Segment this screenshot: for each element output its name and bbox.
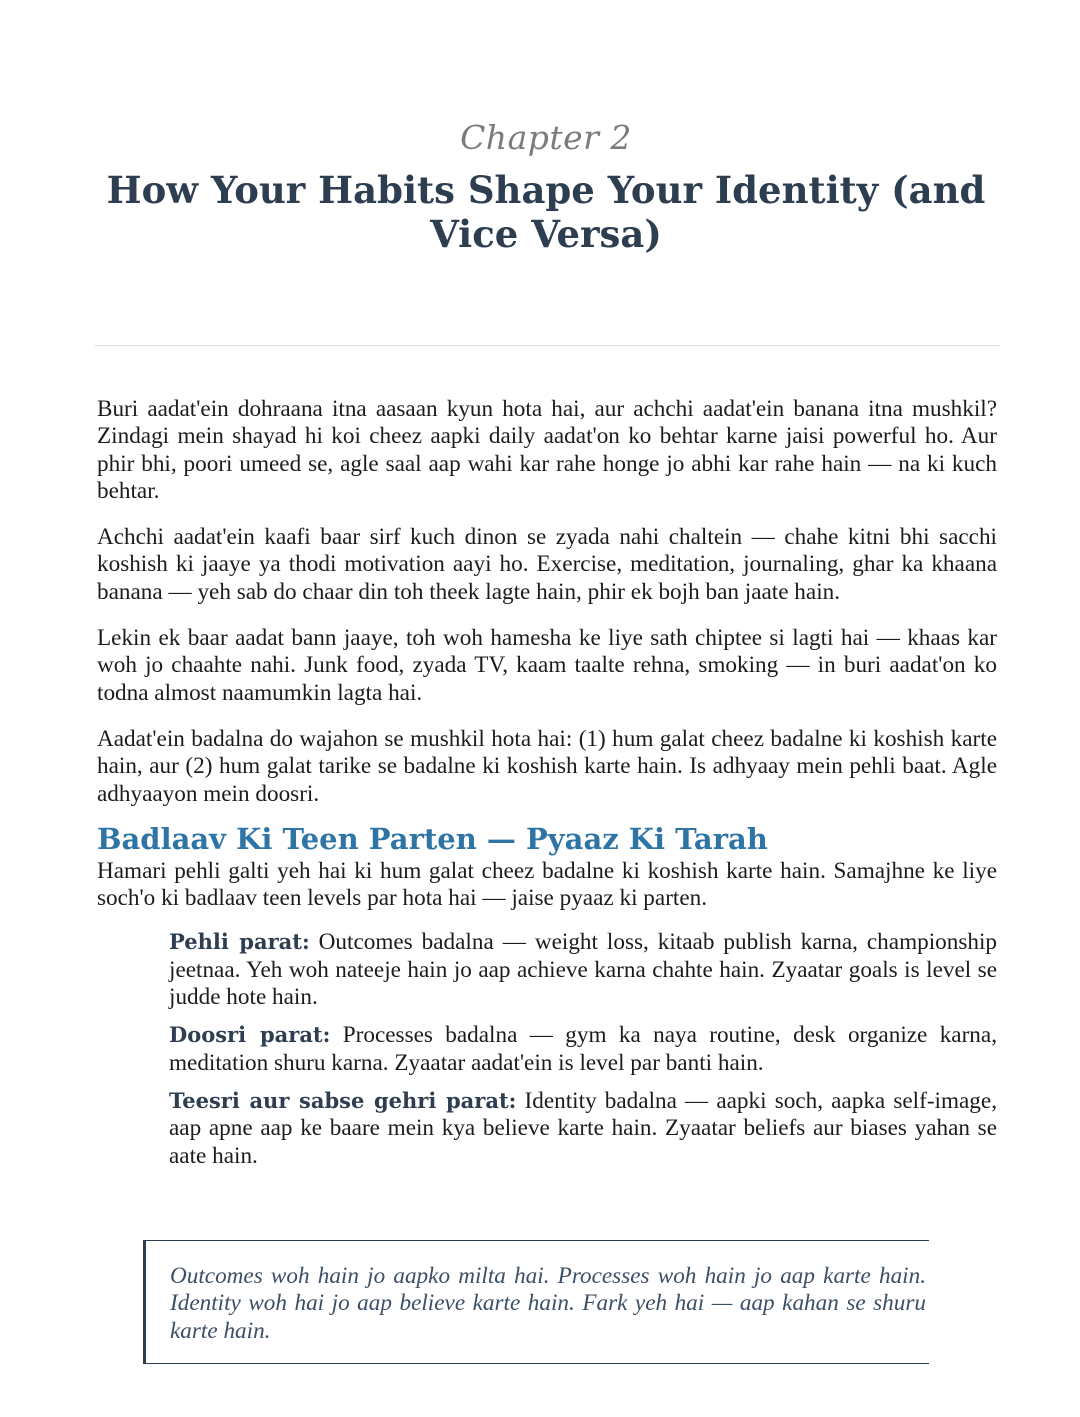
layer-name-1: Pehli parat: [169, 929, 310, 955]
pull-quote [143, 1240, 929, 1364]
pull-quote-text: Outcomes woh hain jo aapko milta hai. Processes woh hain jo aap karte hain. Identity woh hai jo aap believe karte hain. Fark yeh hai — aap kahan se shuru karte hain. [170, 1263, 926, 1344]
layer-text-3: Identity badalna — aapki soch, aapka self-image, aap apne aap ke baare mein kya believe karte hain. Zyaatar beliefs aur biases yahan se aate hain. [169, 1087, 997, 1169]
layer-item-2 [169, 1021, 997, 1077]
layers-list [169, 928, 997, 1169]
layer-name-2: Doosri parat: [169, 1022, 331, 1048]
layer-text-2: Processes badalna — gym ka naya routine, desk organize karna, meditation shuru karna. Zyaatar aadat'ein is level par banti hain. [169, 1022, 997, 1076]
layer-text-1: Outcomes badalna — weight loss, kitaab publish karna, championship jeetnaa. Yeh woh nateeje hain jo aap achieve karna chahte hain. Zyaatar goals is level se judde hote hain. [169, 929, 997, 1011]
divider [95, 345, 1000, 346]
section-heading: Badlaav Ki Teen Parten — Pyaaz Ki Tarah [97, 821, 768, 856]
intro-paragraph-4: Aadat'ein badalna do wajahon se mushkil hota hai: (1) hum galat cheez badalne ki koshish karte hain, aur (2) hum galat tarike se badalne ki koshish karte hain. Is adhyaay mein pehli baat. Agle adhyaayon mein doosri. [97, 725, 997, 807]
layer-name-3: Teesri aur sabse gehri parat: [169, 1087, 517, 1113]
chapter-label: Chapter 2 [460, 118, 632, 157]
chapter-body [97, 396, 997, 1180]
intro-paragraph-2: Achchi aadat'ein kaafi baar sirf kuch dinon se zyada nahi chaltein — chahe kitni bhi sacchi koshish ki jaaye ya thodi motivation aayi ho. Exercise, meditation, journaling, ghar ka khaana banana — yeh sab do chaar din toh theek lagte hain, phir ek bojh ban jaate hain. [97, 524, 997, 605]
layer-item-1 [169, 928, 997, 1011]
section-intro: Hamari pehli galti yeh hai ki hum galat cheez badalne ki koshish karte hain. Samajhne ke liye soch'o ki badlaav teen levels par hota hai — jaise pyaaz ki parten. [97, 857, 997, 912]
intro-paragraph-1: Buri aadat'ein dohraana itna aasaan kyun hota hai, aur achchi aadat'ein banana itna mushkil? Zindagi mein shayad hi koi cheez aapki daily aadat'on ko behtar karne jaisi powerful ho. Aur phir bhi, poori umeed se, agle saal aap wahi kar rahe honge jo abhi kar rahe hain — na ki kuch behtar. [97, 396, 997, 504]
layer-item-3 [169, 1087, 997, 1170]
chapter-title: How Your Habits Shape Your Identity (and Vice Versa) [106, 168, 986, 256]
intro-paragraph-3: Lekin ek baar aadat bann jaaye, toh woh hamesha ke liye sath chiptee si lagti hai — khaas kar woh jo chaahte nahi. Junk food, zyada TV, kaam taalte rehna, smoking — in buri aadat'on ko todna almost naamumkin lagta hai. [97, 625, 997, 706]
